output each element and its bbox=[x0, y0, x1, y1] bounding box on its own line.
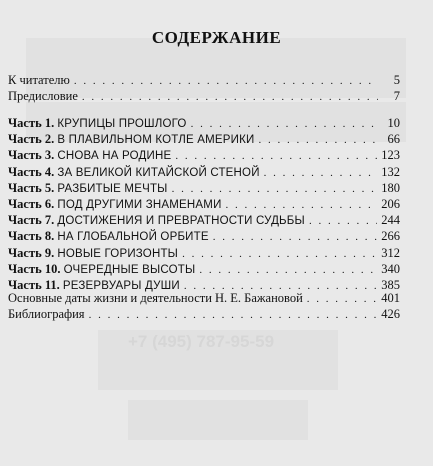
toc-part-entry bbox=[8, 164, 400, 180]
dot-leader bbox=[226, 197, 378, 213]
dot-leader bbox=[172, 181, 378, 197]
part-title: РАЗБИТЫЕ МЕЧТЫ bbox=[57, 182, 168, 195]
part-page: 206 bbox=[381, 196, 400, 211]
page-title: СОДЕРЖАНИЕ bbox=[151, 28, 282, 47]
part-number: Часть 6. bbox=[8, 196, 55, 211]
toc-entry-page: 5 bbox=[393, 73, 400, 87]
part-title: ЗА ВЕЛИКОЙ КИТАЙСКОЙ СТЕНОЙ bbox=[57, 166, 260, 179]
toc-parts bbox=[8, 115, 400, 293]
part-page: 10 bbox=[387, 116, 400, 130]
dot-leader bbox=[182, 246, 377, 262]
dot-leader bbox=[264, 165, 378, 181]
part-page: 180 bbox=[381, 180, 400, 195]
toc-entry bbox=[8, 88, 400, 104]
ghost-phone-text: +7 (495) 787-95-59 bbox=[128, 332, 275, 351]
part-number: Часть 9. bbox=[8, 245, 55, 260]
part-number: Часть 7. bbox=[8, 213, 55, 228]
toc-part-entry bbox=[8, 147, 400, 163]
part-page: 132 bbox=[381, 164, 400, 179]
toc-part-entry bbox=[8, 180, 400, 196]
part-number: Часть 11. bbox=[8, 277, 60, 292]
part-page: 244 bbox=[381, 213, 400, 228]
part-number: Часть 2. bbox=[8, 132, 55, 147]
toc-part-entry bbox=[8, 245, 400, 261]
toc-entry bbox=[8, 306, 400, 322]
toc-entry-label: Библиография bbox=[8, 307, 85, 322]
part-title: РЕЗЕРВУАРЫ ДУШИ bbox=[62, 279, 180, 292]
part-number: Часть 1. bbox=[8, 116, 55, 130]
toc-entry-label: Основные даты жизни и деятельности Н. Е. Бажановой bbox=[8, 291, 303, 305]
part-title: ПОД ДРУГИМИ ЗНАМЕНАМИ bbox=[57, 198, 222, 211]
dot-leader bbox=[191, 116, 378, 132]
toc-entry-label: К читателю bbox=[8, 73, 70, 87]
part-title: В ПЛАВИЛЬНОМ КОТЛЕ АМЕРИКИ bbox=[57, 134, 255, 147]
dot-leader bbox=[89, 307, 378, 323]
part-title: НА ГЛОБАЛЬНОЙ ОРБИТЕ bbox=[57, 231, 209, 244]
dot-leader bbox=[175, 148, 377, 164]
dot-leader bbox=[74, 73, 378, 89]
toc-part-entry bbox=[8, 131, 400, 147]
toc-part-entry bbox=[8, 115, 400, 131]
part-title: НОВЫЕ ГОРИЗОНТЫ bbox=[57, 247, 179, 260]
part-number: Часть 4. bbox=[8, 164, 55, 179]
part-page: 340 bbox=[381, 261, 400, 276]
dot-leader bbox=[307, 291, 377, 307]
part-number: Часть 8. bbox=[8, 229, 55, 244]
toc-entry-page: 426 bbox=[381, 307, 400, 322]
part-number: Часть 10. bbox=[8, 261, 61, 276]
dot-leader bbox=[213, 229, 378, 245]
toc-entry bbox=[8, 72, 400, 88]
part-title: ДОСТИЖЕНИЯ И ПРЕВРАТНОСТИ СУДЬБЫ bbox=[57, 215, 305, 228]
toc-entry bbox=[8, 290, 400, 306]
part-title: КРУПИЦЫ ПРОШЛОГО bbox=[57, 118, 187, 130]
part-number: Часть 3. bbox=[8, 148, 55, 163]
part-title: СНОВА НА РОДИНЕ bbox=[57, 150, 172, 163]
toc-front-matter bbox=[8, 72, 400, 104]
dot-leader bbox=[82, 89, 378, 105]
part-page: 123 bbox=[381, 148, 400, 163]
part-number: Часть 5. bbox=[8, 180, 55, 195]
dot-leader bbox=[309, 213, 377, 229]
toc-entry-page: 7 bbox=[393, 89, 400, 104]
part-page: 66 bbox=[387, 132, 400, 147]
part-page: 312 bbox=[381, 245, 400, 260]
part-page: 385 bbox=[381, 277, 400, 292]
part-title: ОЧЕРЕДНЫЕ ВЫСОТЫ bbox=[63, 263, 196, 276]
toc-part-entry bbox=[8, 212, 400, 228]
toc-part-entry bbox=[8, 228, 400, 244]
toc-entry-page: 401 bbox=[381, 291, 400, 305]
toc-part-entry bbox=[8, 196, 400, 212]
toc-part-entry bbox=[8, 261, 400, 277]
part-page: 266 bbox=[381, 229, 400, 244]
dot-leader bbox=[258, 132, 378, 148]
toc-entry-label: Предисловие bbox=[8, 89, 78, 104]
dot-leader bbox=[199, 262, 377, 278]
toc-back-matter bbox=[8, 290, 400, 322]
